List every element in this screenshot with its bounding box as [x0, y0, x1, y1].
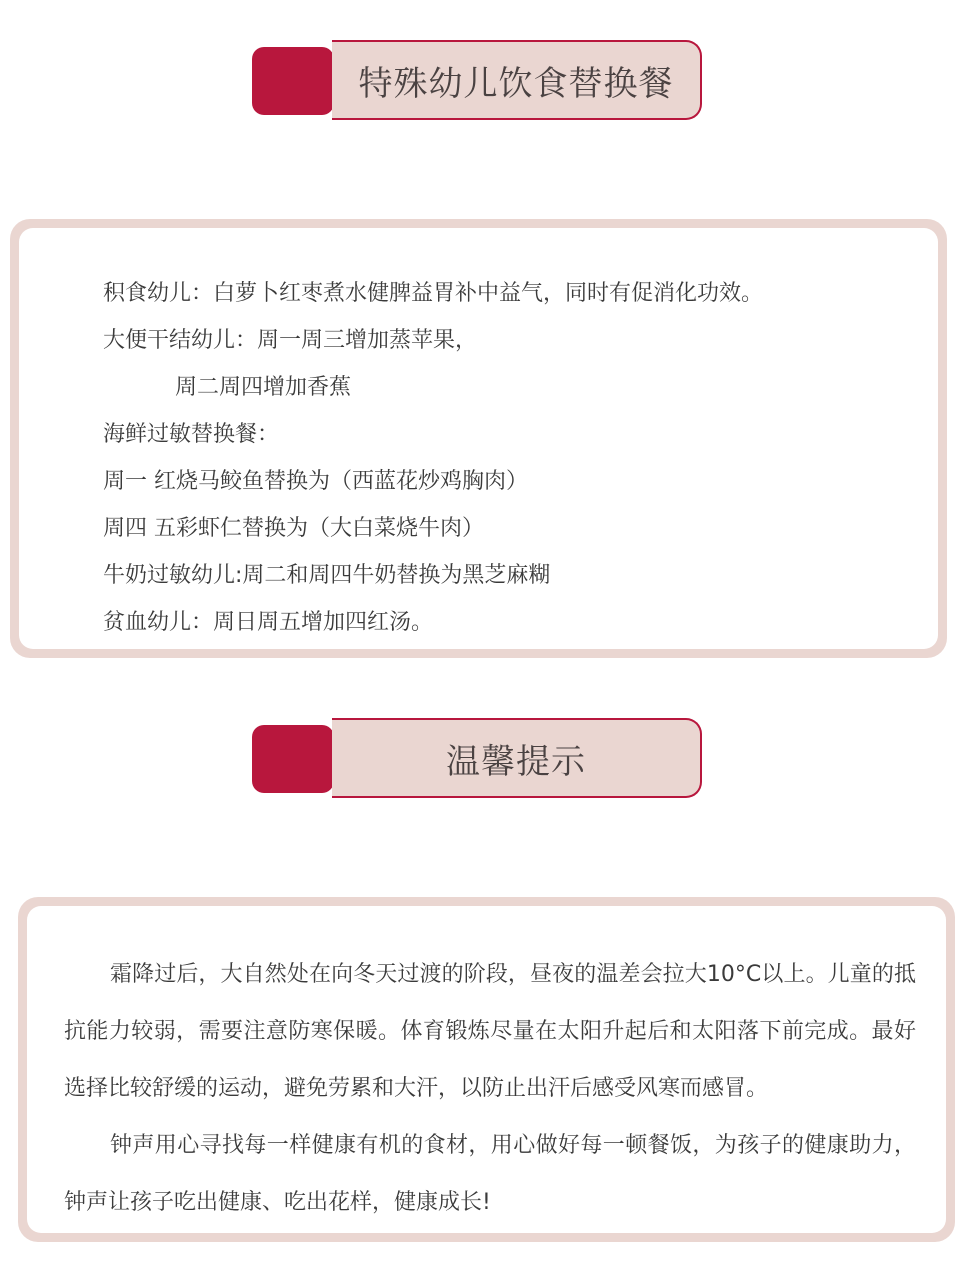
diet-line: 贫血幼儿：周日周五增加四红汤。: [103, 610, 434, 635]
diet-line: 海鲜过敏替换餐：: [103, 422, 280, 447]
diet-line: 周二周四增加香蕉: [175, 375, 352, 400]
section-title-tips: [252, 718, 704, 802]
diet-line: 牛奶过敏幼儿:周二和周四牛奶替换为黑芝麻糊: [103, 563, 551, 588]
diet-line: 大便干结幼儿：周一周三增加蒸苹果，: [103, 328, 478, 353]
title-label: 特殊幼儿饮食替换餐: [332, 40, 702, 120]
diet-card: [10, 219, 947, 658]
title-accent-block: [252, 47, 334, 115]
title-label: 温馨提示: [332, 718, 702, 798]
tips-paragraph: 钟声用心寻找每一样健康有机的食材，用心做好每一顿餐饭，为孩子的健康助力，钟声让孩子吃出健康、吃出花样，健康成长!: [64, 1133, 916, 1215]
title-accent-block: [252, 725, 334, 793]
diet-line: 周四 五彩虾仁替换为（大白菜烧牛肉）: [103, 516, 484, 541]
diet-line: 积食幼儿：白萝卜红枣煮水健脾益胃补中益气，同时有促消化功效。: [103, 281, 764, 306]
section-title-diet: [252, 40, 704, 124]
tips-card: [18, 897, 955, 1242]
diet-line: 周一 红烧马鲛鱼替换为（西蓝花炒鸡胸肉）: [103, 469, 528, 494]
tips-paragraph: 霜降过后，大自然处在向冬天过渡的阶段，昼夜的温差会拉大10°C以上。儿童的抵抗能力较弱，需要注意防寒保暖。体育锻炼尽量在太阳升起后和太阳落下前完成。最好选择比较舒缓的运动，避免劳累和大汗，以防止出汗后感受风寒而感冒。: [64, 962, 916, 1101]
